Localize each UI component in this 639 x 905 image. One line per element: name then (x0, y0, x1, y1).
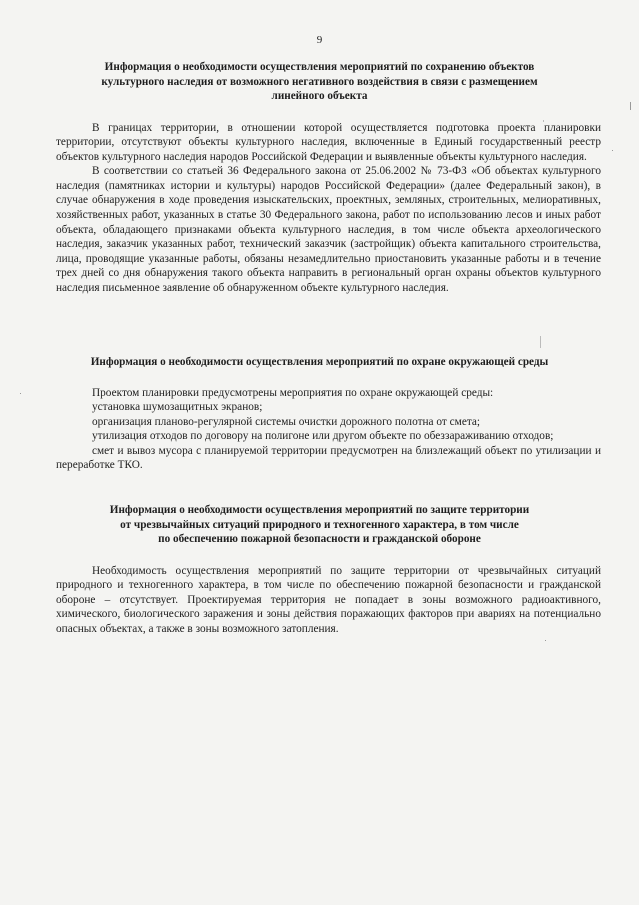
list-item: смет и вывоз мусора с планируемой территории предусмотрен на близлежащий объект по утилизации и переработке ТКО. (56, 444, 601, 472)
scan-mark (540, 336, 541, 348)
list-item: установка шумозащитных экранов; (92, 401, 263, 414)
heading-line: Информация о необходимости осуществления мероприятий по сохранению объектов (104, 61, 535, 73)
heading-line: Информация о необходимости осуществления мероприятий по охране окружающей среды (90, 356, 549, 368)
section-cultural-heritage (0, 60, 639, 296)
list-item: утилизация отходов по договору на полигоне или другом объекте по обеззараживанию отходов; (92, 430, 554, 443)
heading-line: от чрезвычайных ситуаций природного и техногенного характера, в том числе (120, 518, 519, 531)
scan-mark (612, 150, 613, 151)
scan-mark (545, 640, 546, 641)
section-body (56, 564, 601, 637)
paragraph: Необходимость осуществления мероприятий по защите территории от чрезвычайных ситуаций природного и техногенного характера, в том числе по обеспечению пожарной безопасности и гражданской обороне – отсутствует. Проектируемая территория не попадает в зоны возможного радиоактивного, химического, биологического заражения и зоны действия поражающих факторов при авариях на потенциально опасных объектах, а также в зоны возможного затопления. (56, 564, 601, 635)
section-heading (40, 355, 599, 370)
section-environment (0, 355, 639, 473)
list-item: Проектом планировки предусмотрены мероприятия по охране окружающей среды: (92, 386, 494, 399)
page-number: 9 (316, 34, 323, 46)
paragraph: В границах территории, в отношении которой осуществляется подготовка проекта планировки территории, отсутствуют объекты культурного наследия, включенные в Единый государственный реестр объектов культурного наследия народов Российской Федерации и выявленные объекты культурного наследия. (56, 121, 601, 163)
section-heading (40, 60, 599, 104)
list-item: организация планово-регулярной системы очистки дорожного полотна от смета; (92, 415, 481, 428)
heading-line: линейного объекта (271, 90, 368, 102)
section-heading (40, 503, 599, 547)
scan-mark (20, 393, 21, 394)
heading-line: Информация о необходимости осуществления мероприятий по защите территории (109, 504, 530, 516)
heading-line: культурного наследия от возможного негативного воздействия в связи с размещением (101, 75, 538, 88)
scan-mark (630, 102, 631, 110)
heading-line: по обеспечению пожарной безопасности и гражданской обороне (158, 533, 481, 545)
section-body (56, 121, 601, 296)
scan-mark (543, 120, 544, 122)
section-emergency-protection (0, 503, 639, 636)
paragraph: В соответствии со статьей 36 Федерального закона от 25.06.2002 № 73-ФЗ «Об объектах культурного наследия (памятниках истории и культуры) народов Российской Федерации» (далее Федеральный закон), в случае обнаружения в ходе проведения изыскательских, проектных, земляных, строительных, мелиоративных, хозяйственных работ, указанных в статье 30 Федерального закона, работ по использованию лесов и иных работ объекта, обладающего признаками объекта культурного наследия, в том числе объекта археологического наследия, заказчик указанных работ, технический заказчик (застройщик) объекта капитального строительства, лица, проводящие указанные работы, обязаны незамедлительно приостановить указанные работы и в течение трех дней со дня обнаружения такого объекта направить в региональный орган охраны объектов культурного наследия письменное заявление об обнаруженном объекте культурного наследия. (56, 165, 601, 295)
section-body (0, 386, 639, 474)
